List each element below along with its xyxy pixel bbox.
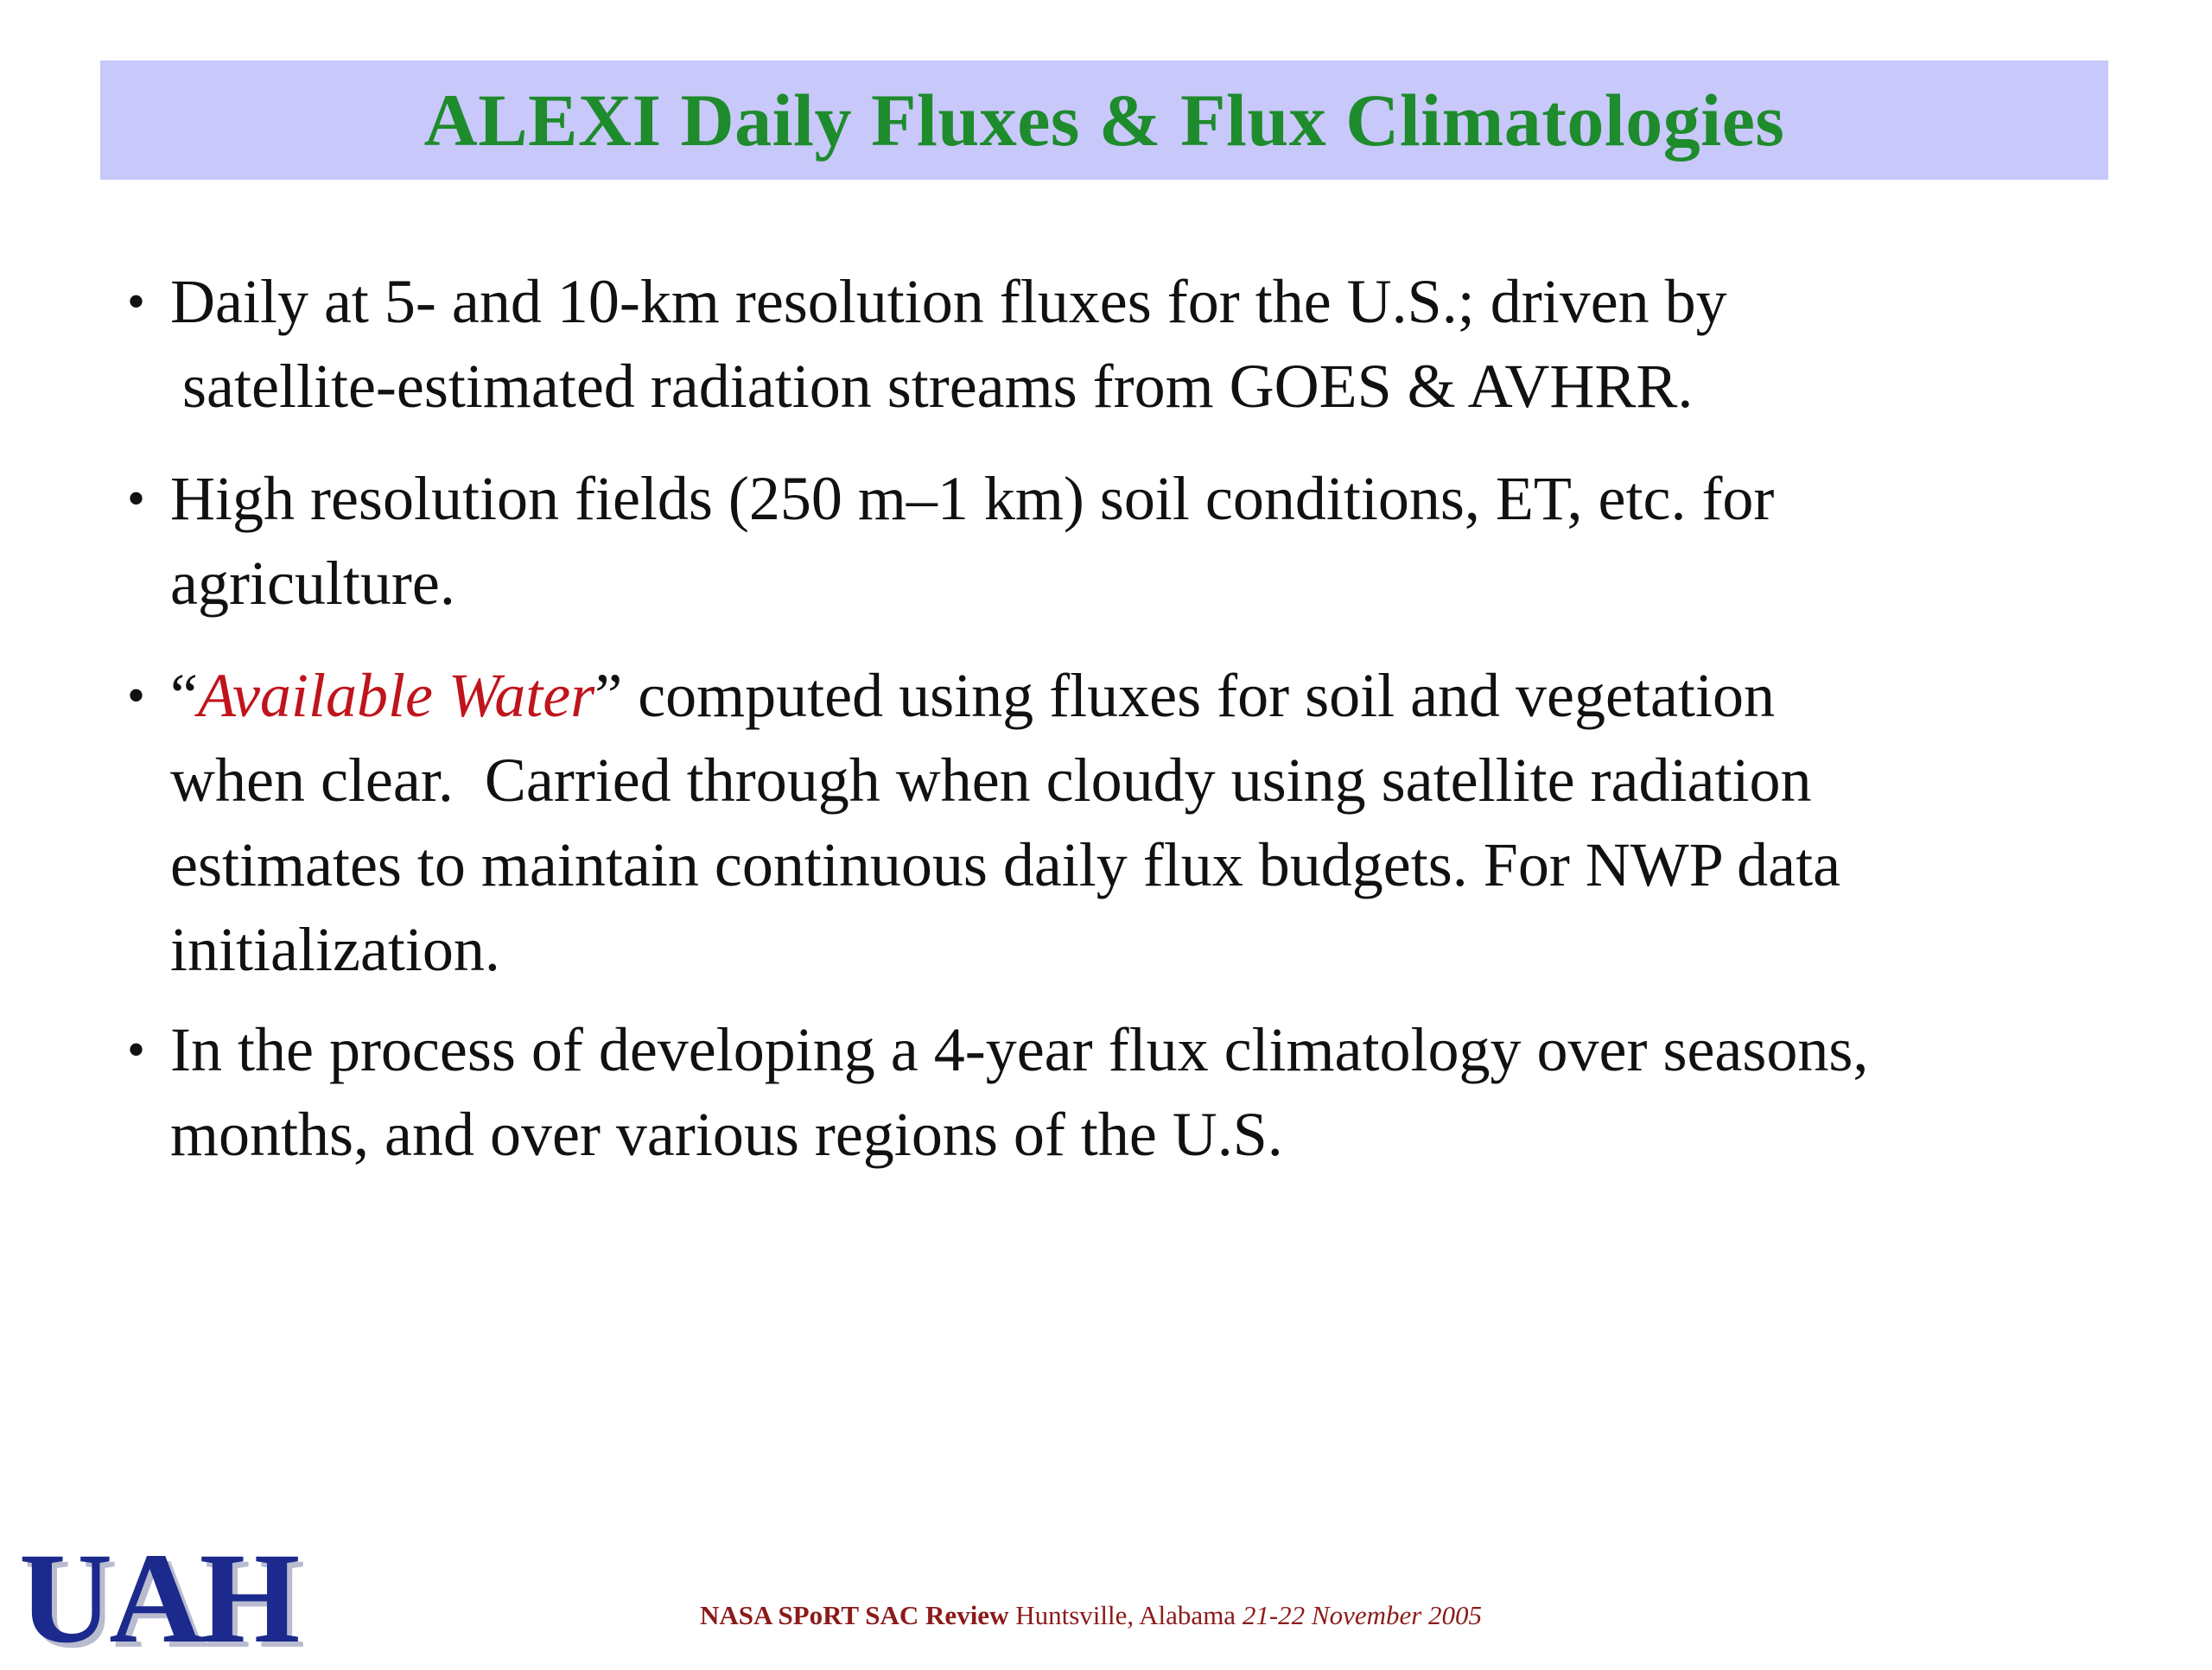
bullet-text-line: computed using fluxes for soil and vegetation (622, 661, 1775, 730)
bullet-marker: • (127, 273, 146, 330)
bullet-text-line: estimates to maintain continuous daily flux budgets. For NWP data (170, 830, 1841, 899)
bullet-text-line: when clear. Carried through when cloudy using satellite radiation (170, 746, 1812, 815)
uah-logo: UAH (19, 1527, 297, 1670)
open-quote: “ (170, 661, 198, 730)
bullet-marker: • (127, 667, 146, 724)
bullet-item-climatology (125, 1007, 2130, 1177)
bullet-text-line: High resolution fields (250 m–1 km) soil conditions, ET, etc. for (170, 464, 1775, 533)
bullet-marker: • (127, 1021, 146, 1078)
bullet-item-high-resolution (125, 456, 2130, 625)
slide-title: ALEXI Daily Fluxes & Flux Climatologies (423, 79, 1785, 162)
bullet-text-line: agriculture. (170, 549, 455, 618)
bullet-text-line: In the process of developing a 4-year flux climatology over seasons, (170, 1015, 1869, 1084)
bullet-text-line: initialization. (170, 915, 500, 984)
bullet-text-line: satellite-estimated radiation streams from GOES & AVHRR. (182, 352, 1694, 421)
bullet-item-available-water (125, 653, 2130, 992)
footer-date: 21-22 November 2005 (1242, 1600, 1483, 1630)
bullet-text-line: months, and over various regions of the U.S. (170, 1100, 1283, 1169)
title-banner (100, 60, 2108, 180)
bullet-marker: • (127, 470, 146, 527)
footer-location: Huntsville, Alabama (1015, 1600, 1236, 1630)
footer-event: NASA SPoRT SAC Review (700, 1600, 1009, 1630)
bullet-item-daily-fluxes (125, 259, 2130, 429)
close-quote: ” (594, 661, 623, 730)
bullet-list (125, 259, 2130, 1177)
bullet-text-line: Daily at 5- and 10-km resolution fluxes for the U.S.; driven by (170, 267, 1727, 336)
available-water-highlight: Available Water (197, 661, 595, 730)
footer (700, 1600, 1482, 1631)
